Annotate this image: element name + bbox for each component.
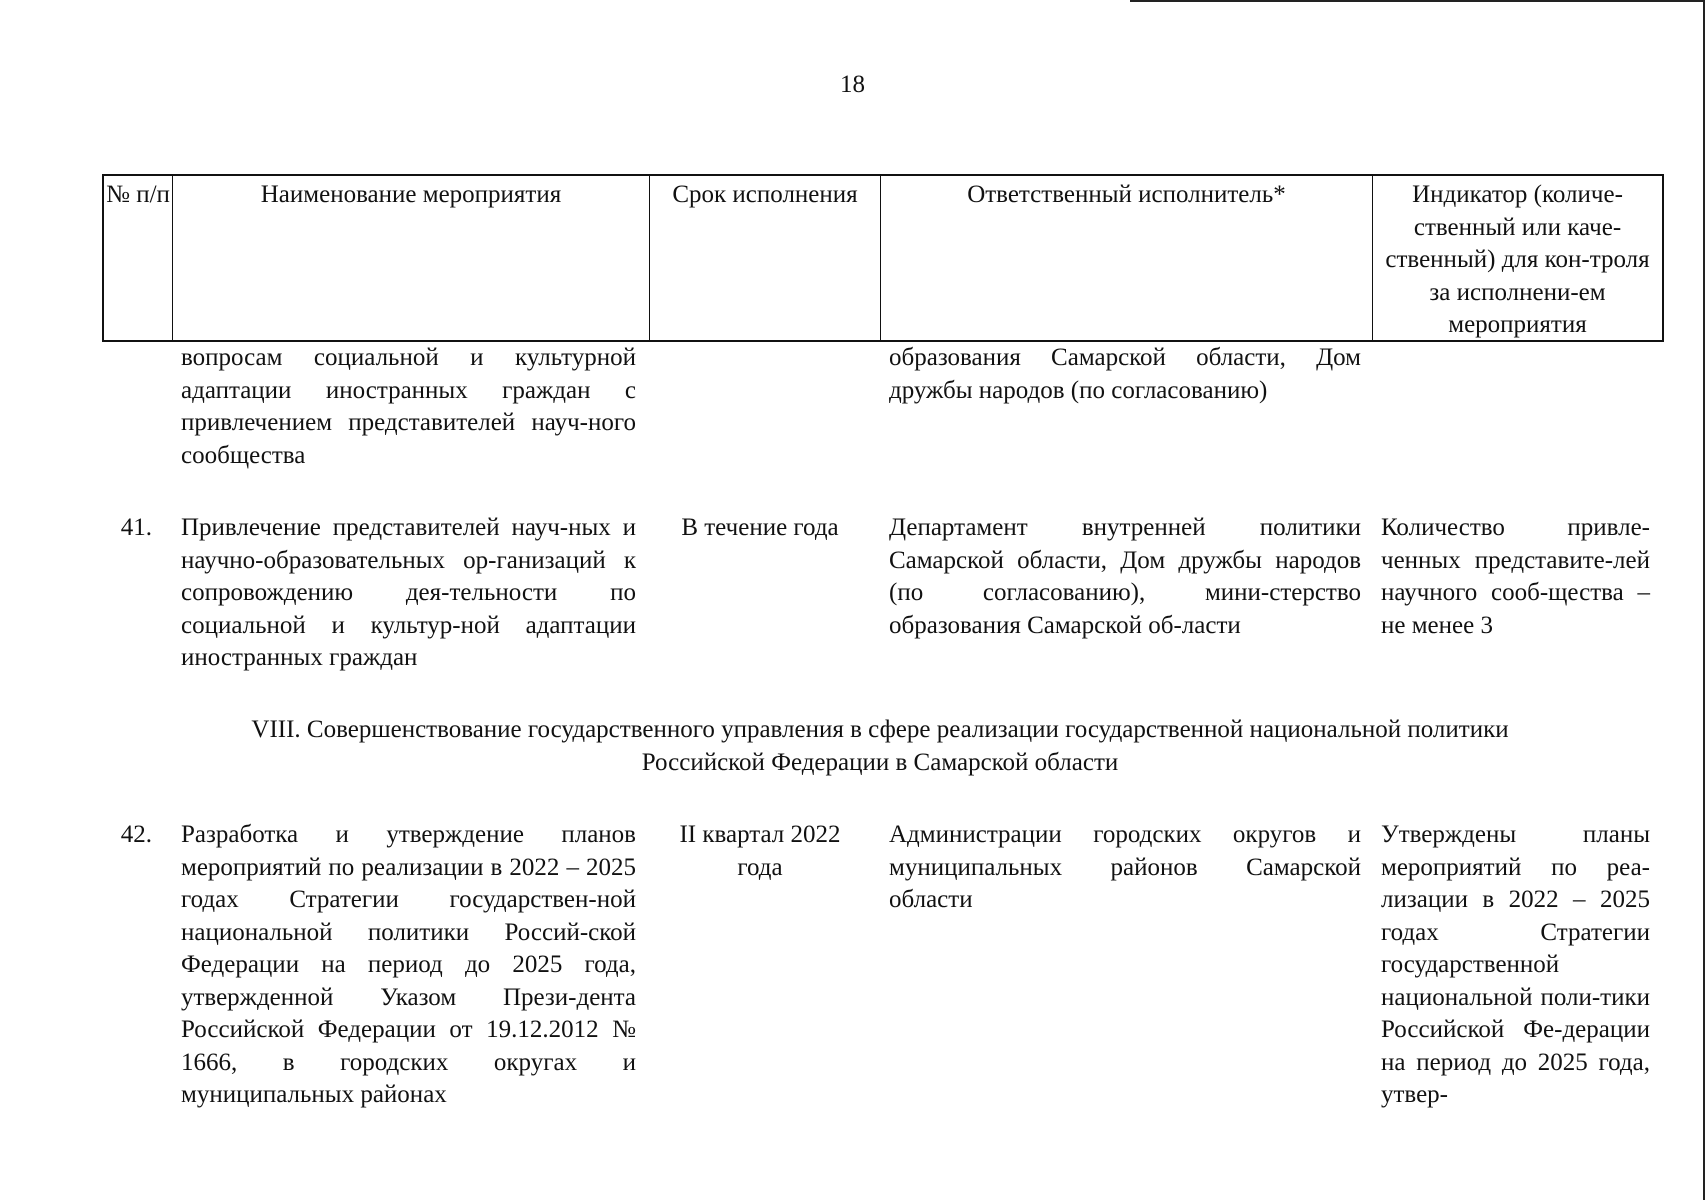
row-41-responsible: Департамент внутренней политики Самарской области, Дом дружбы народов (по согласованию), мини-стерство образования Самарской об-ласти (889, 514, 1361, 639)
continuation-responsible: образования Самарской области, Дом дружбы народов (по согласованию) (889, 344, 1361, 404)
row-41-num: 41. (120, 514, 152, 541)
row-42-indicator: Утверждены планы мероприятий по реа-лизации в 2022 – 2025 годах Стратегии государственной национальной поли-тики Российской Фе-дерации на период до 2025 года, утвер- (1381, 821, 1650, 1108)
row-41-indicator: Количество привле-ченных представите-лей научного сооб-щества – не менее 3 (1381, 514, 1650, 639)
row-42-num: 42. (120, 821, 152, 848)
header-indicator: Индикатор (количе-ственный или каче-ственный) для кон-троля за исполнени-ем мероприятия (1372, 176, 1662, 340)
row-41-term: В течение года (681, 514, 839, 541)
header-name: Наименование мероприятия (172, 176, 649, 340)
table-header (102, 174, 1664, 342)
row-42-term: II квартал 2022 года (679, 821, 841, 881)
row-42-name: Разработка и утверждение планов мероприятий по реализации в 2022 – 2025 годах Стратегии государствен-ной национальной политики Россий-ской Федерации на период до 2025 года, утвержденной Указом Прези-дента Российской Федерации от 19.12.2012 № 1666, в городских округах и муниципальных районах (181, 821, 636, 1108)
page-number: 18 (840, 71, 865, 98)
scan-edge-top (1130, 0, 1705, 2)
row-41-name: Привлечение представителей науч-ных и научно-образовательных ор-ганизаций к сопровождению дея-тельности по социальной и культур-ной адаптации иностранных граждан (181, 514, 636, 671)
row-42-responsible: Администрации городских округов и муниципальных районов Самарской области (889, 821, 1361, 913)
header-responsible: Ответственный исполнитель* (880, 176, 1372, 340)
header-num: № п/п (106, 181, 170, 208)
header-term: Срок исполнения (649, 176, 880, 340)
continuation-name: вопросам социальной и культурной адаптации иностранных граждан с привлечением представителей науч-ного сообщества (181, 344, 636, 469)
section-heading-viii: VIII. Совершенствование государственного управления в сфере реализации государственной национальной политики Российской Федерации в Самарской области (251, 716, 1509, 776)
